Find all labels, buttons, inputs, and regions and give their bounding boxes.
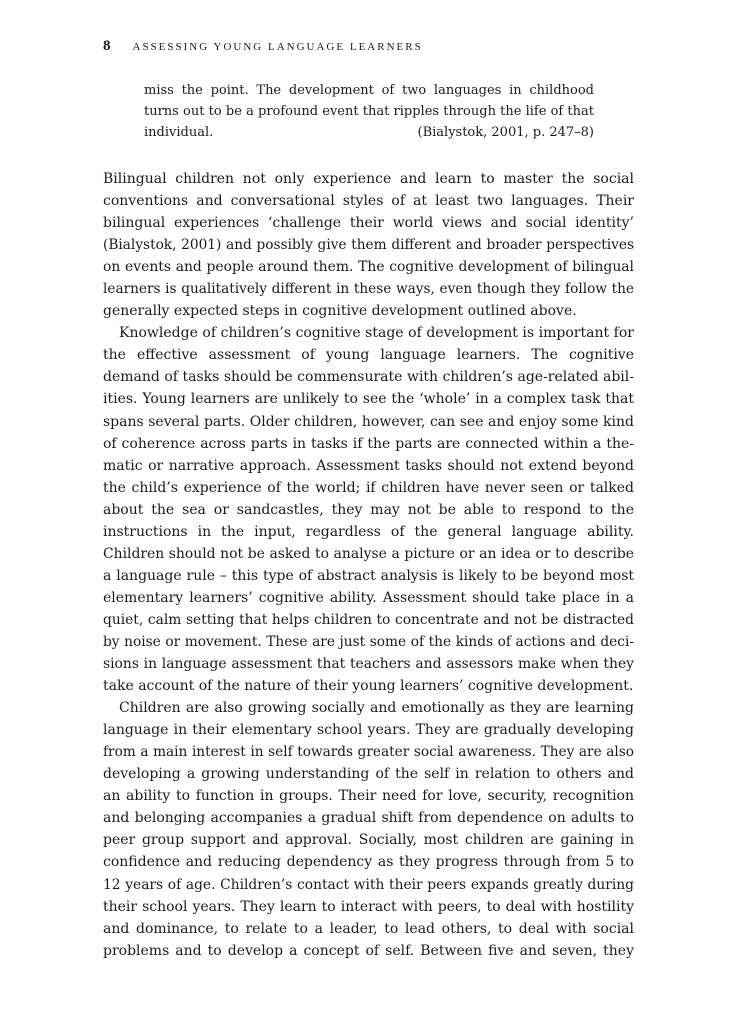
running-head	[103, 38, 634, 58]
text-line: confidence and reducing dependency as they progress through from 5 to	[103, 854, 634, 871]
text-line: a language rule – this type of abstract analysis is likely to be beyond most	[103, 567, 634, 584]
text-line: Bilingual children not only experience and learn to master the social	[103, 171, 634, 187]
text-line: of coherence across parts in tasks if the parts are connected within a the-	[103, 435, 634, 452]
body-text	[103, 168, 634, 962]
quote-line: turns out to be a profound event that ripples through the life of that	[144, 104, 594, 119]
text-line: quiet, calm setting that helps children to concentrate and not be distracted	[103, 611, 634, 628]
text-line: Children should not be asked to analyse a picture or an idea or to describe	[103, 545, 634, 562]
text-line: and dominance, to relate to a leader, to lead others, to deal with social	[103, 920, 634, 937]
text-line: developing a growing understanding of the self in relation to others and	[103, 766, 634, 783]
quote-line: miss the point. The development of two languages in childhood	[144, 83, 594, 98]
text-line: generally expected steps in cognitive development outlined above.	[103, 303, 577, 320]
text-line: about the sea or sandcastles, they may not be able to respond to the	[103, 501, 634, 518]
text-line: Knowledge of children’s cognitive stage of development is important for	[119, 325, 634, 342]
text-line: spans several parts. Older children, however, can see and enjoy some kind	[103, 413, 634, 430]
paragraph-1	[103, 168, 634, 322]
text-line: instructions in the input, regardless of the general language ability.	[103, 523, 634, 540]
paragraph-2	[103, 322, 634, 697]
text-line: peer group support and approval. Socially, most children are gaining in	[103, 832, 634, 849]
text-line: conventions and conversational styles of at least two languages. Their	[103, 193, 634, 210]
running-title: ASSESSING YOUNG LANGUAGE LEARNERS	[132, 41, 423, 53]
text-line: from a main interest in self towards greater social awareness. They are also	[103, 744, 634, 761]
text-line: ities. Young learners are unlikely to see the ‘whole’ in a complex task that	[103, 391, 634, 408]
text-line: demand of tasks should be commensurate with children’s age-related abil-	[103, 369, 634, 386]
quote-line: individual.	[144, 125, 214, 140]
text-line: sions in language assessment that teachers and assessors make when they	[103, 656, 634, 673]
text-line: an ability to function in groups. Their need for love, security, recognition	[103, 788, 634, 805]
text-line: and belonging accompanies a gradual shift from dependence on adults to	[103, 810, 634, 827]
text-line: their school years. They learn to interact with peers, to deal with hostility	[103, 898, 634, 915]
text-line: problems and to develop a concept of self. Between five and seven, they	[103, 942, 634, 959]
text-line: Children are also growing socially and emotionally as they are learning	[119, 700, 634, 717]
text-line: bilingual experiences ‘challenge their world views and social identity’	[103, 215, 634, 232]
text-line: the effective assessment of young language learners. The cognitive	[103, 347, 634, 364]
text-line: by noise or movement. These are just some of the kinds of actions and deci-	[103, 633, 634, 650]
text-line: 12 years of age. Children’s contact with their peers expands greatly during	[103, 876, 634, 893]
text-line: elementary learners’ cognitive ability. Assessment should take place in a	[103, 589, 634, 606]
block-quote	[144, 80, 594, 143]
page-number: 8	[103, 38, 111, 54]
quote-last-line	[144, 122, 594, 143]
quote-citation: (Bialystok, 2001, p. 247–8)	[417, 125, 594, 140]
text-line: language in their elementary school years. They are gradually developing	[103, 722, 634, 739]
text-line: on events and people around them. The cognitive development of bilingual	[103, 259, 634, 276]
text-line: matic or narrative approach. Assessment tasks should not extend beyond	[103, 457, 634, 474]
text-line: the child’s experience of the world; if children have never seen or talked	[103, 479, 634, 496]
text-line: take account of the nature of their young learners’ cognitive development.	[103, 678, 634, 695]
paragraph-3	[103, 697, 634, 962]
text-line: (Bialystok, 2001) and possibly give them different and broader perspectives	[103, 237, 634, 254]
text-line: learners is qualitatively different in these ways, even though they follow the	[103, 281, 634, 298]
